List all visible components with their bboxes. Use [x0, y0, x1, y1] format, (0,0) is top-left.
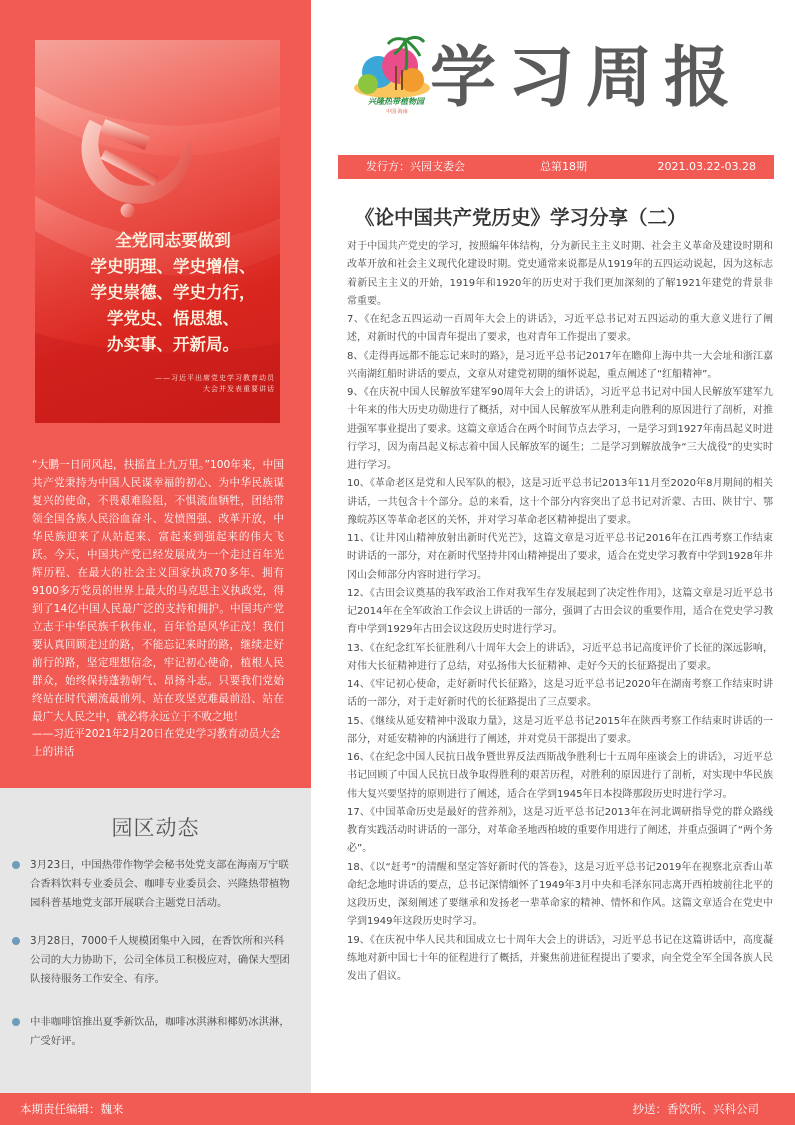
issuer-label: 发行方：兴园支委会 — [366, 160, 465, 173]
article-paragraph: 17、《中国革命历史是最好的营养剂》，这是习近平总书记2013年在河北调研指导党的群众路线教育实践活动时讲话的一部分，对革命圣地西柏坡的重要作用进行了阐述，并重点强调了“两个务必”。 — [347, 806, 773, 855]
bullet-icon — [12, 861, 20, 869]
article-paragraph: 15、《继续从延安精神中汲取力量》，这是习近平总书记2015年在陕西考察工作结束时讲话的一部分，对延安精神的内涵进行了阐述，并对党员干部提出了要求。 — [347, 715, 773, 745]
logo-subcaption: 中国·海南 — [386, 109, 408, 115]
poster-quote — [73, 228, 273, 358]
article-paragraph: 16、《在纪念中国人民抗日战争暨世界反法西斯战争胜利七十五周年座谈会上的讲话》，习近平总书记回顾了中国人民抗日战争取得胜利的艰苦历程，对胜利的原因进行了剖析，对实现中华民族伟大复兴要坚持的原则进行了阐述，适合在学到1945年日本投降那段历史时进行学习。 — [347, 752, 773, 800]
poster-quote-line: 全党同志要做到 — [115, 231, 231, 250]
news-section-title: 园区动态 — [111, 816, 200, 840]
poster-quote-line: 学史明理、学史增信、 — [90, 257, 256, 276]
page-title: 学习周报 — [430, 39, 742, 116]
article-paragraph: 18、《以“赶考”的清醒和坚定答好新时代的答卷》，这是习近平总书记2019年在视察北京香山革命纪念地时讲话的要点，总书记深情缅怀了1949年3月中央和毛泽东同志离开西柏坡前往北平的这段历史，深刻阐述了要继承和发扬老一辈革命家的精神、情怀和作风。这篇文章适合在党史中学到1949年这段历史时学习。 — [347, 861, 773, 928]
issue-info-bar — [338, 155, 774, 179]
issue-number: 总第18期 — [540, 160, 587, 173]
speech-signature: ——习近平2021年2月20日在党史学习教育动员大会上的讲话 — [32, 728, 281, 758]
left-column — [0, 0, 311, 1093]
poster-quote-line: 办实事、开新局。 — [107, 335, 239, 354]
bullet-icon — [12, 937, 20, 945]
poster-quote-line: 学史崇德、学史力行， — [90, 283, 256, 302]
poster-attribution-line: ——习近平出席党史学习教育动员 — [155, 374, 275, 382]
news-item — [30, 856, 292, 913]
article-paragraph: 8、《走得再远都不能忘记来时的路》，是习近平总书记2017年在瞻仰上海中共一大会址和浙江嘉兴南湖红船时讲话的要点，文章从对建党初期的缅怀说起，重点阐述了“红船精神”。 — [347, 350, 773, 380]
bullet-icon — [12, 1018, 20, 1026]
article-paragraph: 7、《在纪念五四运动一百周年大会上的讲话》，习近平总书记对五四运动的重大意义进行了阐述，对新时代的中国青年提出了要求，也对青年工作提出了要求。 — [347, 314, 773, 344]
footer-bar — [0, 1093, 795, 1125]
article-paragraph: 13、《在纪念红军长征胜利八十周年大会上的讲话》，习近平总书记高度评价了长征的深远影响，对伟大长征精神进行了总结，对弘扬伟大长征精神、走好今天的长征路提出了要求。 — [347, 642, 773, 672]
news-item — [30, 932, 292, 989]
article-title: 《论中国共产党历史》学习分享（二） — [355, 206, 687, 229]
article-paragraph: 9、《在庆祝中国人民解放军建军90周年大会上的讲话》，习近平总书记对中国人民解放军建军九十年来的伟大历史功勋进行了概括，对中国人民解放军从胜利走向胜利的原因进行了剖析，对推进强军事业提出了要求。这篇文章适合在两个时间节点去学习，一是学习到1927年南昌起义时进行学习，因为南昌起义标志着中国人民解放军的诞生；二是学习到解放战争“三大战役”的史实时进行学习。 — [347, 387, 773, 471]
poster-attribution — [105, 373, 275, 395]
cc-label: 抄送：香饮所、兴科公司 — [632, 1102, 759, 1116]
article-paragraph: 10、《革命老区是党和人民军队的根》，这是习近平总书记2013年11月至2020年8月期间的相关讲话，一共包含十个部分。总的来看，这十个部分内容突出了总书记对沂蒙、古田、陕甘宁、鄂豫皖苏区等革命老区的关怀，并对学习革命老区精神提出了要求。 — [347, 478, 773, 526]
party-poster — [35, 40, 280, 423]
news-item-text: 3月28日，7000千人规模团集中入园，在香饮所和兴科公司的大力协助下，公司全体员工积极应对，确保大型团队接待服务工作安全、有序。 — [30, 935, 290, 985]
news-item — [30, 1013, 292, 1051]
logo-caption: 兴隆热带植物园 — [368, 97, 424, 106]
article-paragraph: 19、《在庆祝中华人民共和国成立七十周年大会上的讲话》，习近平总书记在这篇讲话中，高度凝练地对新中国七十年的征程进行了概括，并聚焦前进征程提出了要求，向全党全军全国各族人民发出了倡议。 — [347, 934, 773, 982]
news-item-text: 3月23日，中国热带作物学会秘书处党支部在海南万宁联合香料饮料专业委员会、咖啡专业委员会、兴隆热带植物园科普基地党支部开展联合主题党日活动。 — [30, 859, 290, 909]
article-paragraph: 14、《牢记初心使命，走好新时代长征路》，这是习近平总书记2020年在湖南考察工作结束时讲话的一部分，对于走好新时代的长征路提出了三点要求。 — [347, 679, 773, 709]
poster-quote-line: 学党史、悟思想、 — [107, 309, 239, 328]
speech-excerpt: “大鹏一日同风起，扶摇直上九万里。”100年来，中国共产党秉持为中国人民谋幸福的初心、为中华民族谋复兴的使命，不畏艰难险阻，不惧流血牺牲，团结带领全国各族人民浴血奋斗、发愤图强、改革开放，中华民族迎来了从站起来、富起来到强起来的伟大飞跃。今天，中国共产党已经发展成为一个走过百年光辉历程、在最大的社会主义国家执政70多年、拥有9100多万党员的世界上最大的马克思主义执政党，得到了14亿中国人民最广泛的支持和拥护。中国共产党立志于中华民族千秋伟业，百年恰是风华正茂！我们要认真回顾走过的路，不能忘记来时的路，继续走好前行的路，坚定理想信念，牢记初心使命，植根人民群众，始终保持蓬勃朝气、昂扬斗志。只要我们党始终站在时代潮流最前列、站在攻坚克难最前沿、站在最广大人民之中，就必将永远立于不败之地！ — [32, 459, 284, 723]
date-range: 2021.03.22-03.28 — [657, 160, 756, 173]
article-paragraph: 12、《古田会议奠基的我军政治工作对我军生存发展起到了决定性作用》，这篇文章是习近平总书记2014年在全军政治工作会议上讲话的一部分，强调了古田会议的重要作用，适合在党史学习教育中学到1929年古田会议这段历史时进行学习。 — [347, 587, 773, 636]
editor-label: 本期责任编辑：魏来 — [20, 1102, 124, 1116]
news-item-text: 中非咖啡馆推出夏季新饮品，咖啡冰淇淋和椰奶冰淇淋，广受好评。 — [30, 1016, 290, 1047]
poster-attribution-line: 大会并发表重要讲话 — [203, 385, 275, 393]
article-paragraph: 对于中国共产党史的学习，按照编年体结构，分为新民主主义时期、社会主义革命及建设时期和改革开放和社会主义现代化建设时期。党史通常来说都是从1919年的五四运动说起，因为这标志着新民主主义的开始，1919年和1920年的历史对于我们更加深刻的了解1921年建党的背景非常重要。 — [347, 241, 773, 307]
article-paragraph: 11、《让井冈山精神放射出新时代光芒》，这篇文章是习近平总书记2016年在江西考察工作结束时讲话的一部分，对在新时代坚持井冈山精神提出了要求，适合在党史学习教育中学到1928年井冈山会师部分内容时进行学习。 — [347, 533, 773, 581]
article-body — [347, 238, 773, 986]
